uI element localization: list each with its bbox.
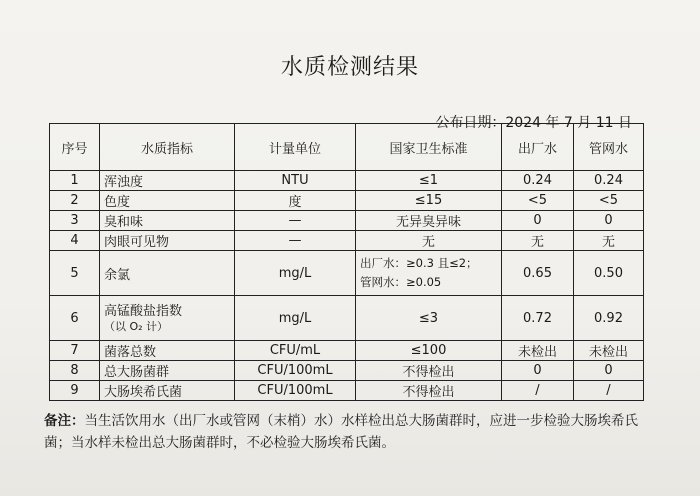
indicator-name: 臭和味 <box>104 215 144 230</box>
cell-unit <box>235 361 356 381</box>
cell-network-water <box>574 191 644 211</box>
row-number: 4 <box>70 233 79 248</box>
factory-water-value: 无 <box>530 235 544 250</box>
standard-value: 不得检出 <box>402 365 455 380</box>
indicator-name: 肉眼可见物 <box>104 235 170 250</box>
standard-value: ≤1 <box>418 173 439 188</box>
cell-factory-water <box>502 381 574 401</box>
indicator-name: 大肠埃希氏菌 <box>104 385 183 400</box>
factory-water-value: 0 <box>533 213 542 228</box>
cell-indicator <box>100 171 235 191</box>
factory-water-value: 0 <box>533 363 542 378</box>
cell-network-water <box>574 171 644 191</box>
footnote <box>44 410 664 454</box>
indicator-name: 菌落总数 <box>104 345 157 360</box>
standard-value: ≤3 <box>418 310 439 326</box>
header-network-water: 管网水 <box>574 124 644 171</box>
cell-factory-water <box>502 171 574 191</box>
network-water-value: 无 <box>601 235 615 250</box>
cell-standard <box>356 251 502 296</box>
table-row <box>50 341 644 361</box>
unit-value: mg/L <box>278 265 312 281</box>
cell-unit <box>235 171 356 191</box>
network-water-value: 0 <box>604 213 613 228</box>
cell-network-water <box>574 341 644 361</box>
header-standard: 国家卫生标准 <box>356 124 502 171</box>
cell-factory-water <box>502 251 574 296</box>
cell-no <box>50 171 100 191</box>
indicator-name: 高锰酸盐指数 <box>104 303 183 319</box>
standard-value: ≤15 <box>414 193 443 208</box>
table-row <box>50 211 644 231</box>
cell-no <box>50 211 100 231</box>
header-no: 序号 <box>50 124 100 171</box>
standard-line-1: 出厂水：≥0.3 且≤2； <box>360 256 478 270</box>
table-row <box>50 191 644 211</box>
cell-no <box>50 296 100 341</box>
cell-network-water <box>574 251 644 296</box>
cell-network-water <box>574 211 644 231</box>
cell-network-water <box>574 296 644 341</box>
cell-unit <box>235 251 356 296</box>
unit-value: CFU/100mL <box>257 383 333 398</box>
cell-indicator <box>100 211 235 231</box>
network-water-value: 0.24 <box>594 173 623 188</box>
cell-unit <box>235 231 356 251</box>
cell-indicator <box>100 251 235 296</box>
cell-factory-water <box>502 231 574 251</box>
indicator-name: 总大肠菌群 <box>104 365 170 380</box>
cell-standard <box>356 296 502 341</box>
table-row <box>50 171 644 191</box>
header-factory-water: 出厂水 <box>502 124 574 171</box>
standard-value: 无异臭异味 <box>395 215 461 230</box>
network-water-value: <5 <box>598 193 619 208</box>
cell-unit <box>235 211 356 231</box>
unit-value: mg/L <box>278 310 312 326</box>
unit-value: CFU/mL <box>269 343 321 358</box>
cell-indicator <box>100 231 235 251</box>
factory-water-value: 0.72 <box>523 310 552 326</box>
network-water-value: 未检出 <box>588 345 628 360</box>
unit-value: — <box>288 233 302 248</box>
standard-value: ≤100 <box>410 343 447 358</box>
network-water-value: 0.92 <box>594 310 623 326</box>
cell-no <box>50 251 100 296</box>
unit-value: CFU/100mL <box>257 363 333 378</box>
table-row <box>50 361 644 381</box>
header-unit: 计量单位 <box>235 124 356 171</box>
page-title: 水质检测结果 <box>280 55 419 80</box>
cell-factory-water <box>502 191 574 211</box>
footnote-text: 当生活饮用水（出厂水或管网（末梢）水）水样检出总大肠菌群时，应进一步检验大肠埃希氏菌；当水样未检出总大肠菌群时，不必检验大肠埃希氏菌。 <box>44 413 638 451</box>
indicator-note: （以 O₂ 计） <box>104 319 169 333</box>
cell-standard <box>356 361 502 381</box>
factory-water-value: 0.24 <box>523 173 552 188</box>
cell-network-water <box>574 231 644 251</box>
unit-value: 度 <box>288 195 302 210</box>
cell-no <box>50 381 100 401</box>
cell-network-water <box>574 361 644 381</box>
cell-factory-water <box>502 361 574 381</box>
cell-unit <box>235 191 356 211</box>
cell-no <box>50 231 100 251</box>
publish-date: 公布日期：2024 年 7 月 11 日 <box>435 115 632 131</box>
table-row <box>50 231 644 251</box>
cell-standard <box>356 211 502 231</box>
table-row <box>50 381 644 401</box>
cell-standard <box>356 231 502 251</box>
indicator-name: 浑浊度 <box>104 175 144 190</box>
unit-value: — <box>288 213 302 228</box>
row-number: 2 <box>70 193 79 208</box>
cell-standard <box>356 191 502 211</box>
header-indicator: 水质指标 <box>100 124 235 171</box>
standard-value: 不得检出 <box>402 385 455 400</box>
standard-line-2: 管网水：≥0.05 <box>360 275 442 289</box>
cell-indicator <box>100 381 235 401</box>
row-number: 1 <box>70 173 79 188</box>
factory-water-value: / <box>535 383 540 398</box>
table-header-row <box>50 124 644 171</box>
cell-unit <box>235 296 356 341</box>
cell-standard <box>356 341 502 361</box>
cell-indicator <box>100 296 235 341</box>
cell-factory-water <box>502 211 574 231</box>
row-number: 9 <box>70 383 79 398</box>
row-number: 6 <box>70 310 79 326</box>
cell-indicator <box>100 191 235 211</box>
row-number: 7 <box>70 343 79 358</box>
indicator-name: 余氯 <box>104 267 131 283</box>
cell-network-water <box>574 381 644 401</box>
table-row <box>50 296 644 341</box>
network-water-value: 0.50 <box>594 265 623 281</box>
indicator-name: 色度 <box>104 195 131 210</box>
footnote-label: 备注： <box>44 413 85 429</box>
cell-no <box>50 191 100 211</box>
network-water-value: 0 <box>604 363 613 378</box>
cell-standard <box>356 171 502 191</box>
cell-no <box>50 341 100 361</box>
cell-indicator <box>100 341 235 361</box>
unit-value: NTU <box>281 173 309 188</box>
row-number: 3 <box>70 213 79 228</box>
factory-water-value: 0.65 <box>523 265 552 281</box>
factory-water-value: <5 <box>527 193 548 208</box>
row-number: 8 <box>70 363 79 378</box>
results-table <box>49 123 644 401</box>
cell-indicator <box>100 361 235 381</box>
network-water-value: / <box>606 383 611 398</box>
row-number: 5 <box>70 265 79 281</box>
cell-factory-water <box>502 296 574 341</box>
cell-no <box>50 361 100 381</box>
cell-standard <box>356 381 502 401</box>
cell-factory-water <box>502 341 574 361</box>
cell-unit <box>235 341 356 361</box>
factory-water-value: 未检出 <box>517 345 557 360</box>
cell-unit <box>235 381 356 401</box>
table-row <box>50 251 644 296</box>
standard-value: 无 <box>421 235 435 250</box>
